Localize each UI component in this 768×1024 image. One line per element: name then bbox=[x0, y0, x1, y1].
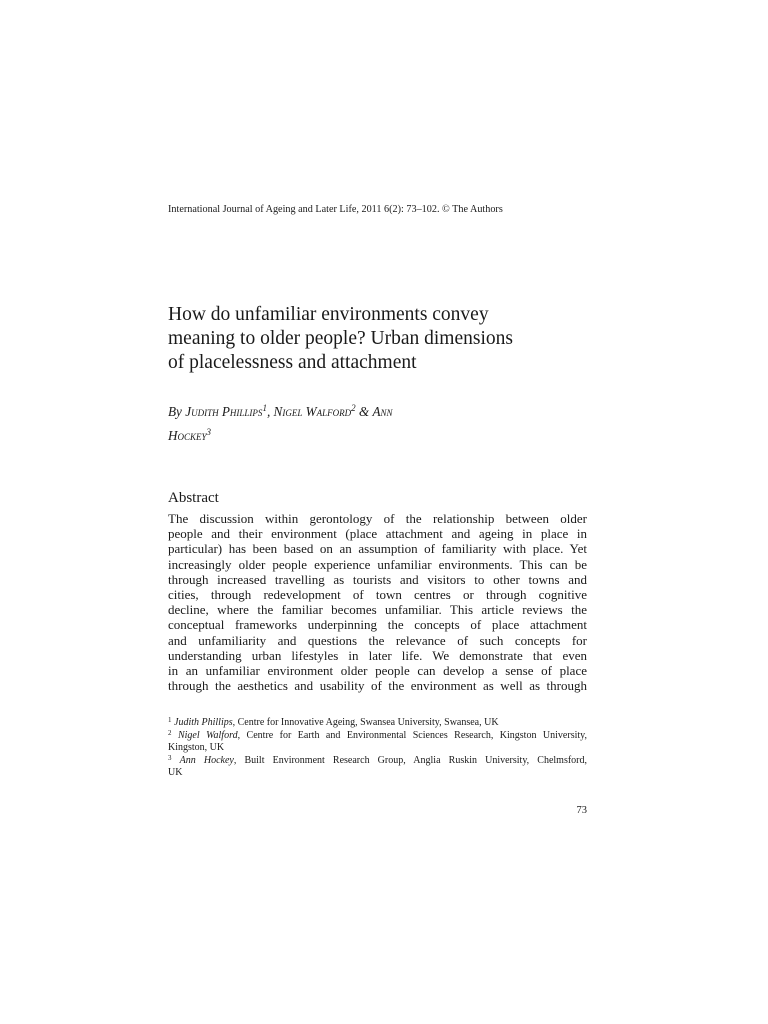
abstract-body bbox=[168, 511, 587, 693]
abstract-line bbox=[168, 648, 587, 663]
page-number: 73 bbox=[576, 805, 587, 816]
affiliation-mark: 1 bbox=[262, 403, 267, 413]
abstract-line bbox=[168, 572, 587, 587]
abstract-line-text: through increased travelling as tourists and visitors to other towns and bbox=[168, 571, 587, 587]
footnote-3 bbox=[168, 755, 587, 780]
author-name: Hockey bbox=[168, 428, 207, 443]
footnote-mark: 1 bbox=[168, 717, 172, 724]
byline-line bbox=[168, 400, 598, 424]
footnote-mark: 2 bbox=[168, 729, 172, 737]
author-name: Judith Phillips bbox=[185, 404, 263, 419]
footnote-mark: 3 bbox=[168, 754, 172, 762]
author-byline bbox=[168, 400, 598, 448]
abstract-line-text: conceptual frameworks underpinning the concepts of place attachment bbox=[168, 617, 587, 633]
footnote-line bbox=[168, 730, 587, 743]
abstract-line bbox=[168, 557, 587, 572]
footnote-author: Nigel Walford bbox=[177, 729, 238, 741]
footnotes bbox=[168, 717, 587, 780]
abstract-line bbox=[168, 633, 587, 648]
abstract-line-text: understanding urban lifestyles in later life. We demonstrate that even bbox=[168, 647, 587, 663]
footnote-2 bbox=[168, 730, 587, 755]
byline-line bbox=[168, 424, 598, 448]
abstract-line bbox=[168, 678, 587, 693]
author-name: Ann bbox=[372, 404, 393, 419]
footnote-author: Judith Phillips bbox=[174, 717, 233, 728]
footnote-author: Ann Hockey bbox=[179, 754, 234, 766]
abstract-line-text: increasingly older people experience unfamiliar environments. This can be bbox=[168, 556, 587, 572]
abstract-line bbox=[168, 526, 587, 541]
footnote-line: UK bbox=[168, 767, 183, 779]
footnote-text: , Centre for Earth and Environmental Sciences Research, Kingston University, bbox=[237, 729, 587, 741]
byline-separator: & bbox=[358, 404, 370, 419]
footnote-text: , Built Environment Research Group, Anglia Ruskin University, Chelmsford, bbox=[233, 754, 587, 766]
title-line: meaning to older people? Urban dimensions bbox=[168, 328, 513, 349]
footnote-line: Kingston, UK bbox=[168, 742, 225, 754]
abstract-line-text: decline, where the familiar becomes unfamiliar. This article reviews the bbox=[168, 602, 587, 618]
abstract-line-text: through the aesthetics and usability of the environment as well as through bbox=[168, 678, 587, 694]
footnote-text: , Centre for Innovative Ageing, Swansea University, Swansea, UK bbox=[232, 717, 499, 728]
abstract-line bbox=[168, 663, 587, 678]
abstract-line bbox=[168, 541, 587, 556]
byline-by: By bbox=[168, 404, 182, 419]
footnote-line bbox=[168, 717, 587, 730]
title-line: How do unfamiliar environments convey bbox=[168, 304, 489, 325]
title-line: of placelessness and attachment bbox=[168, 352, 417, 373]
abstract-line-text: and unfamiliarity and questions the relevance of such concepts for bbox=[168, 632, 587, 648]
abstract-line bbox=[168, 587, 587, 602]
author-name: Nigel Walford bbox=[273, 404, 352, 419]
affiliation-mark: 2 bbox=[351, 403, 356, 413]
journal-citation: International Journal of Ageing and Later Life, 2011 6(2): 73–102. © The Authors bbox=[168, 204, 503, 215]
abstract-line-text: people and their environment (place attachment and ageing in place in bbox=[168, 526, 587, 542]
abstract-line-text: cities, through redevelopment of town centres or through cognitive bbox=[168, 586, 587, 602]
abstract-line-text: particular) has been based on an assumption of familiarity with place. Yet bbox=[168, 541, 587, 557]
abstract-heading: Abstract bbox=[168, 490, 219, 506]
article-title bbox=[168, 303, 598, 375]
footnote-1 bbox=[168, 717, 587, 730]
byline-separator: , bbox=[266, 404, 271, 419]
affiliation-mark: 3 bbox=[206, 427, 212, 437]
footnote-line bbox=[168, 755, 587, 768]
abstract-line-text: The discussion within gerontology of the relationship between older bbox=[168, 511, 587, 526]
abstract-line-text: in an unfamiliar environment older people can develop a sense of place bbox=[168, 662, 587, 678]
abstract-line bbox=[168, 602, 587, 617]
abstract-line bbox=[168, 617, 587, 632]
abstract-line bbox=[168, 511, 587, 526]
